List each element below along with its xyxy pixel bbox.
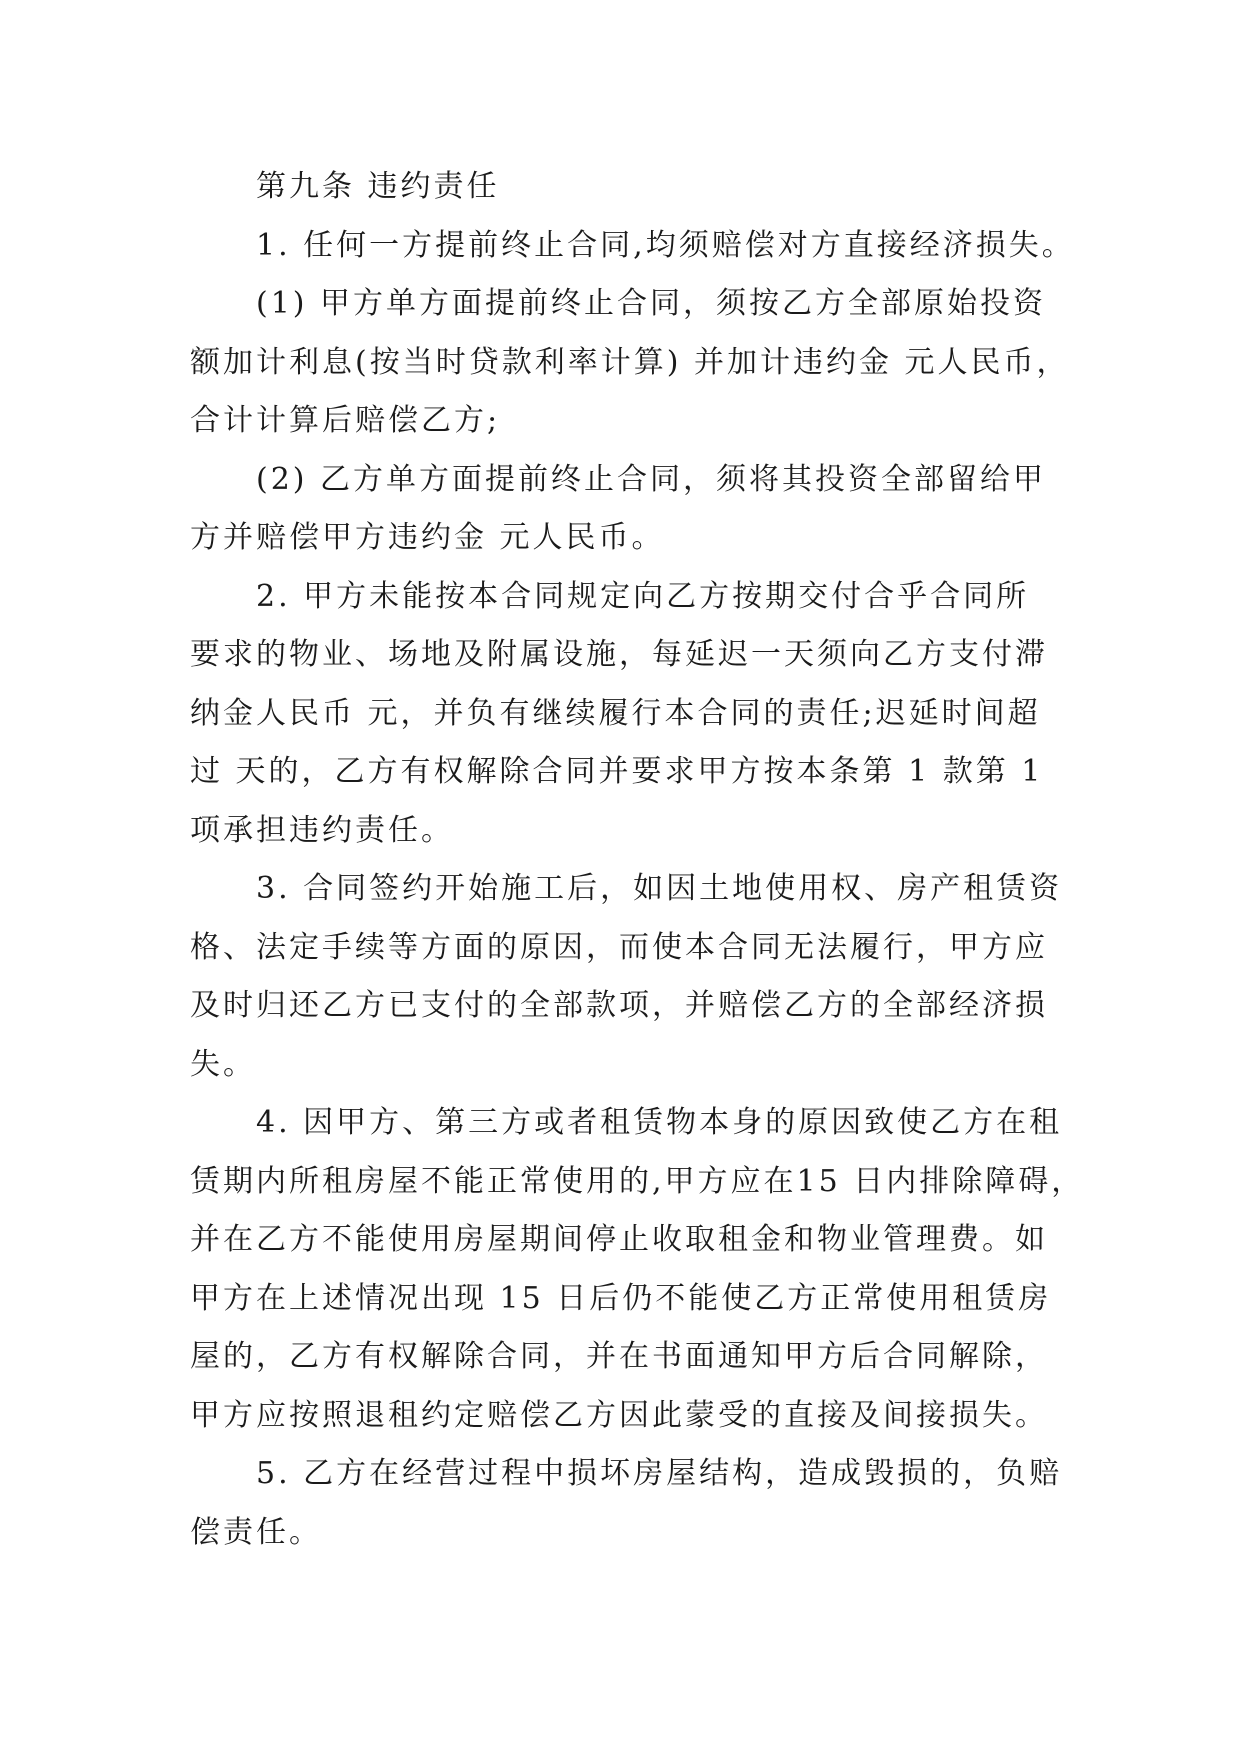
text-line: 4. 因甲方、第三方或者租赁物本身的原因致使乙方在租 [256,1105,1063,1140]
contract-text [190,158,1090,1562]
text-line: 合计计算后赔偿乙方; [190,403,501,438]
text-line: (2) 乙方单方面提前终止合同，须将其投资全部留给甲 [256,461,1047,497]
text-line: 偿责任。 [190,1514,322,1550]
text-line: 及时归还乙方已支付的全部款项，并赔偿乙方的全部经济损 [190,988,1048,1023]
text-line: 格、法定手续等方面的原因，而使本合同无法履行，甲方应 [190,929,1048,965]
text-line: 项承担违约责任。 [190,812,454,848]
text-line: 过 天的，乙方有权解除合同并要求甲方按本条第 1 款第 1 [190,754,1044,789]
text-line: 额加计利息(按当时贷款利率计算) 并加计违约金 元人民币， [190,344,1070,380]
text-line: 赁期内所租房屋不能正常使用的,甲方应在15 日内排除障碍， [190,1163,1085,1199]
text-line: 1. 任何一方提前终止合同,均须赔偿对方直接经济损失。 [256,227,1075,263]
text-line: 失。 [190,1046,256,1082]
text-line: (1) 甲方单方面提前终止合同，须按乙方全部原始投资 [256,286,1047,321]
text-line: 2. 甲方未能按本合同规定向乙方按期交付合乎合同所 [256,578,1030,614]
text-line: 第九条 违约责任 [256,169,500,204]
text-line: 甲方在上述情况出现 15 日后仍不能使乙方正常使用租赁房 [190,1280,1052,1316]
text-line: 方并赔偿甲方违约金 元人民币。 [190,520,665,555]
text-line: 甲方应按照退租约定赔偿乙方因此蒙受的直接及间接损失。 [190,1397,1048,1433]
text-line: 屋的，乙方有权解除合同，并在书面通知甲方后合同解除， [190,1339,1048,1374]
text-line: 并在乙方不能使用房屋期间停止收取租金和物业管理费。如 [190,1222,1048,1257]
text-line: 要求的物业、场地及附属设施，每延迟一天须向乙方支付滞 [190,637,1048,672]
text-line: 3. 合同签约开始施工后，如因土地使用权、房产租赁资 [256,871,1063,906]
text-line: 纳金人民币 元，并负有继续履行本合同的责任;迟延时间超 [190,695,1041,731]
text-line: 5. 乙方在经营过程中损坏房屋结构，造成毁损的，负赔 [256,1456,1063,1491]
